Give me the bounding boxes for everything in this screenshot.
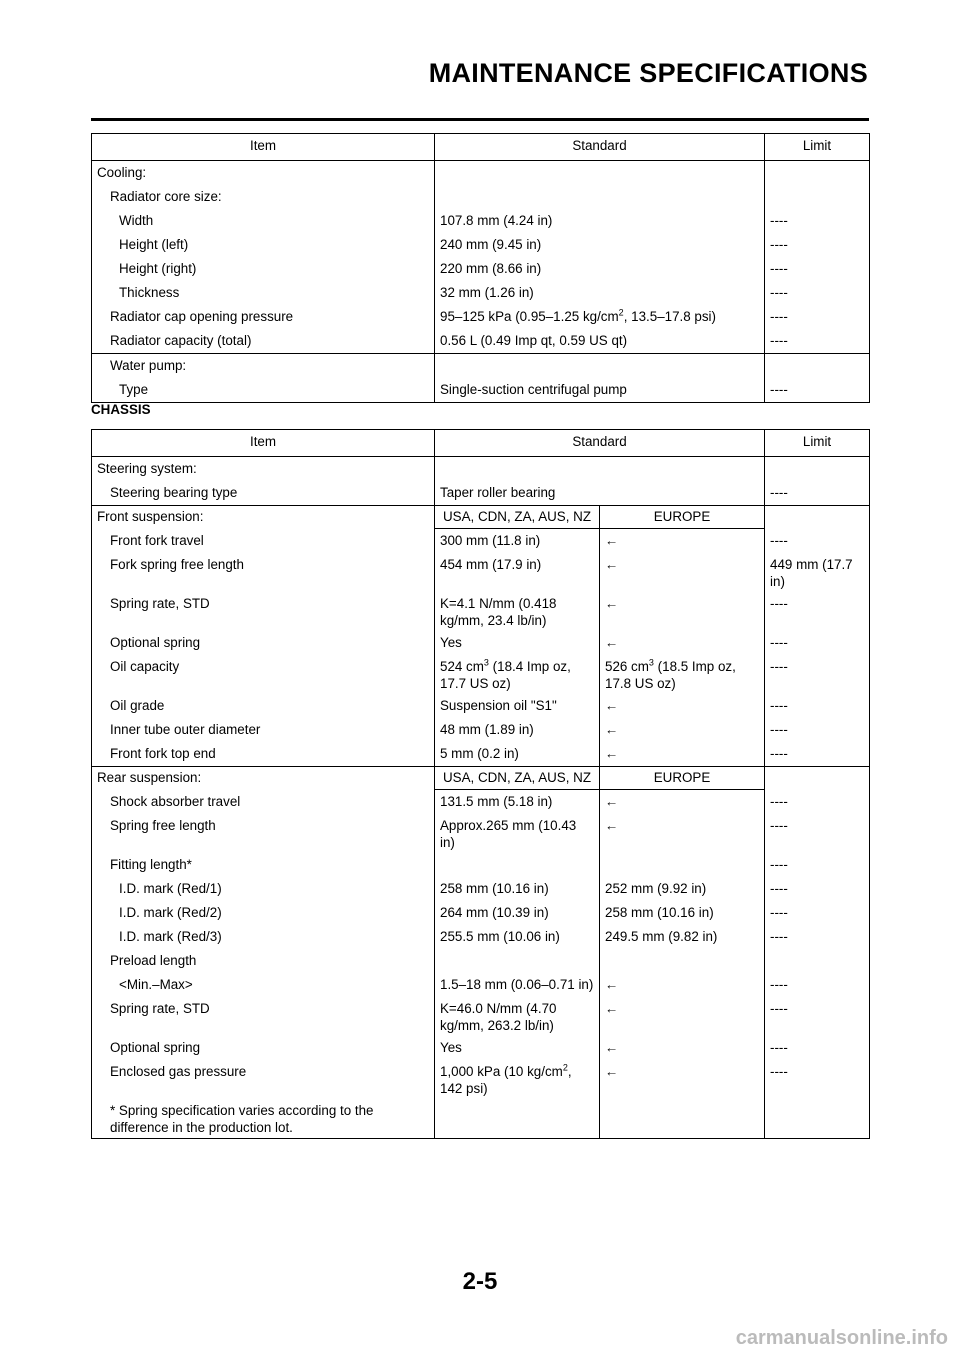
header-item: Item [92,430,435,457]
same-as-left-arrow: ← [600,718,765,742]
chassis-spec-table [91,429,870,1139]
table-row: I.D. mark (Red/3) 255.5 mm (10.06 in) 249.5 mm (9.82 in) ---- [92,925,870,949]
table-row: Height (left) 240 mm (9.45 in) ---- [92,233,870,257]
title-rule [91,118,869,121]
table-row: Preload length [92,949,870,973]
footnote: * Spring specification varies according to the difference in the production lot. [92,1099,435,1139]
table-row: Rear suspension: USA, CDN, ZA, AUS, NZ EUROPE [92,767,870,790]
table-row: Fork spring free length 454 mm (17.9 in) ← 449 mm (17.7 in) [92,553,870,592]
same-as-left-arrow: ← [600,592,765,631]
table-row: Front fork travel 300 mm (11.8 in) ← ---- [92,529,870,554]
same-as-left-arrow: ← [600,631,765,655]
table-row: Spring rate, STD K=46.0 N/mm (4.70 kg/mm, 263.2 lb/in) ← ---- [92,997,870,1036]
table-row: Width 107.8 mm (4.24 in) ---- [92,209,870,233]
table-row: Radiator capacity (total) 0.56 L (0.49 Imp qt, 0.59 US qt) ---- [92,329,870,354]
same-as-left-arrow: ← [600,973,765,997]
table-row [92,1099,870,1139]
header-standard: Standard [435,134,765,161]
table-row: Fitting length* ---- [92,853,870,877]
table-row: Optional spring Yes ← ---- [92,1036,870,1060]
table-row: Type Single-suction centrifugal pump ---- [92,378,870,403]
header-standard: Standard [435,430,765,457]
table-row: Radiator core size: [92,185,870,209]
cooling-spec-table [91,133,870,403]
table-row: Shock absorber travel 131.5 mm (5.18 in) ← ---- [92,790,870,815]
table-row: I.D. mark (Red/2) 264 mm (10.39 in) 258 mm (10.16 in) ---- [92,901,870,925]
table-row: Optional spring Yes ← ---- [92,631,870,655]
table-row: Radiator cap opening pressure 95–125 kPa (0.95–1.25 $kg/cm^2$, 13.5–17.8 psi) ---- [92,305,870,329]
same-as-left-arrow: ← [600,553,765,592]
same-as-left-arrow: ← [600,997,765,1036]
table-row: Oil grade Suspension oil "S1" ← ---- [92,694,870,718]
section-heading-chassis: CHASSIS [91,402,151,417]
table-row: Inner tube outer diameter 48 mm (1.89 in) ← ---- [92,718,870,742]
same-as-left-arrow: ← [600,814,765,853]
table-row: I.D. mark (Red/1) 258 mm (10.16 in) 252 mm (9.92 in) ---- [92,877,870,901]
table-row: Steering bearing type Taper roller bearing ---- [92,481,870,506]
table-row: Spring rate, STD K=4.1 N/mm (0.418 kg/mm, 23.4 lb/in) ← ---- [92,592,870,631]
table-row: Water pump: [92,354,870,379]
same-as-left-arrow: ← [600,1060,765,1099]
page-number: 2-5 [462,1268,498,1295]
watermark: carmanualsonline.info [735,1327,948,1349]
table-row: Spring free length Approx.265 mm (10.43 in) ← ---- [92,814,870,853]
table-row: Height (right) 220 mm (8.66 in) ---- [92,257,870,281]
table-header [92,134,870,161]
table-row: Enclosed gas pressure 1,000 kPa (10 $kg/cm^2$, 142 psi) ← ---- [92,1060,870,1099]
table-row: Thickness 32 mm (1.26 in) ---- [92,281,870,305]
table-row: Front fork top end 5 mm (0.2 in) ← ---- [92,742,870,767]
page-title: MAINTENANCE SPECIFICATIONS [428,58,868,88]
same-as-left-arrow: ← [600,529,765,554]
table-row: Oil capacity 524 $cm^3$ (18.4 Imp oz, 17.7 US oz) 526 $cm^3$ (18.5 Imp oz, 17.8 US oz) ---- [92,655,870,694]
table-row: Cooling: [92,161,870,186]
table-header [92,430,870,457]
table-row: <Min.–Max> 1.5–18 mm (0.06–0.71 in) ← ---- [92,973,870,997]
same-as-left-arrow: ← [600,1036,765,1060]
header-limit: Limit [765,134,870,161]
table-row: Steering system: [92,457,870,482]
table-row: Front suspension: USA, CDN, ZA, AUS, NZ EUROPE [92,506,870,529]
header-item: Item [92,134,435,161]
same-as-left-arrow: ← [600,742,765,767]
same-as-left-arrow: ← [600,790,765,815]
same-as-left-arrow: ← [600,694,765,718]
header-limit: Limit [765,430,870,457]
